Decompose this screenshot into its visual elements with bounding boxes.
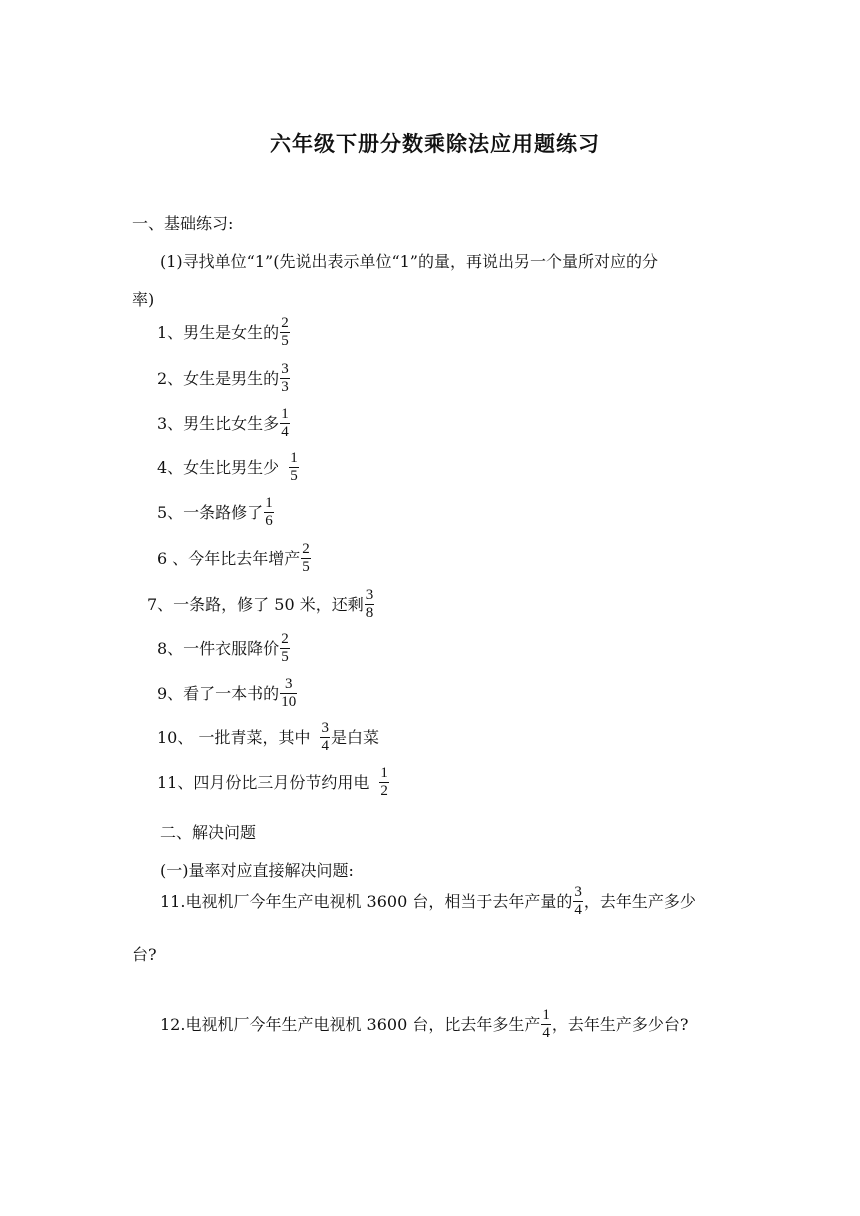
- list-item: [157, 361, 291, 396]
- item-text: 8、一件衣服降价: [157, 638, 280, 658]
- question-text: 11.电视机厂今年生产电视机 3600 台，相当于去年产量的: [160, 891, 573, 911]
- fraction: [541, 1007, 551, 1042]
- fraction-denominator: 4: [321, 738, 329, 754]
- fraction-denominator: 3: [281, 379, 289, 395]
- fraction-numerator: 3: [281, 361, 289, 377]
- list-item: [157, 450, 300, 485]
- item-text: 9、看了一本书的: [157, 683, 280, 703]
- fraction: [280, 676, 297, 711]
- fraction: [301, 541, 311, 576]
- instruction-line-1: (1)寻找单位“1”(先说出表示单位“1”的量，再说出另一个量所对应的分: [160, 252, 658, 271]
- fraction-numerator: 3: [321, 720, 329, 736]
- item-text: 10、 一批青菜，其中: [157, 727, 311, 747]
- fraction-denominator: 6: [265, 513, 273, 529]
- question-text-after: ，去年生产多少台?: [551, 1014, 689, 1034]
- fraction: [264, 495, 274, 530]
- item-text: 3、男生比女生多: [157, 413, 280, 433]
- fraction-denominator: 5: [281, 649, 289, 665]
- fraction-denominator: 8: [365, 605, 374, 621]
- item-text: 7、一条路，修了 50 米，还剩: [147, 594, 364, 614]
- fraction: [280, 315, 290, 350]
- item-text: 5、一条路修了: [157, 502, 264, 522]
- fraction-numerator: 1: [281, 406, 289, 422]
- fraction-numerator: 1: [542, 1007, 550, 1023]
- item-text: 2、女生是男生的: [157, 368, 280, 388]
- section1-heading: 一、基础练习:: [132, 214, 234, 233]
- list-item: [157, 765, 390, 800]
- question-12: [160, 1007, 688, 1042]
- list-item: [157, 406, 291, 441]
- fraction-denominator: 5: [302, 559, 310, 575]
- fraction-denominator: 4: [281, 424, 289, 440]
- fraction-numerator: 3: [574, 884, 582, 900]
- question-11: [160, 884, 696, 919]
- fraction-numerator: 2: [302, 541, 310, 557]
- fraction-numerator: 3: [284, 676, 293, 692]
- list-item: [157, 631, 291, 666]
- section2-heading: 二、解决问题: [160, 823, 257, 842]
- fraction: [289, 450, 299, 485]
- list-item: [157, 541, 312, 576]
- item-text: 4、女生比男生少: [157, 457, 280, 477]
- fraction-denominator: 5: [281, 333, 289, 349]
- section2-subheading: (一)量率对应直接解决问题:: [160, 861, 354, 880]
- fraction-numerator: 2: [281, 315, 289, 331]
- list-item: [157, 315, 291, 350]
- fraction-denominator: 2: [380, 783, 388, 799]
- fraction: [573, 884, 583, 919]
- list-item: [157, 495, 275, 530]
- item-text: 6 、今年比去年增产: [157, 548, 301, 568]
- question-11-continuation: 台?: [132, 945, 157, 964]
- list-item: [157, 720, 379, 755]
- item-text-after: 是白菜: [330, 727, 379, 747]
- list-item: [147, 587, 375, 622]
- fraction-numerator: 1: [290, 450, 298, 466]
- fraction-denominator: 10: [281, 694, 297, 710]
- fraction: [280, 361, 290, 396]
- page-title: 六年级下册分数乘除法应用题练习: [270, 131, 600, 156]
- item-text: 11、四月份比三月份节约用电: [157, 772, 370, 792]
- fraction: [379, 765, 389, 800]
- fraction-numerator: 1: [380, 765, 388, 781]
- fraction-denominator: 5: [290, 468, 298, 484]
- fraction-denominator: 4: [542, 1025, 550, 1041]
- fraction: [280, 631, 290, 666]
- question-text-after: ，去年生产多少: [583, 891, 696, 911]
- fraction: [320, 720, 330, 755]
- fraction-numerator: 2: [281, 631, 289, 647]
- question-text: 12.电视机厂今年生产电视机 3600 台，比去年多生产: [160, 1014, 541, 1034]
- item-text: 1、男生是女生的: [157, 322, 280, 342]
- fraction-numerator: 3: [365, 587, 374, 603]
- fraction: [365, 587, 375, 622]
- fraction: [280, 406, 290, 441]
- instruction-line-2: 率): [132, 290, 155, 309]
- fraction-denominator: 4: [574, 902, 582, 918]
- fraction-numerator: 1: [265, 495, 273, 511]
- list-item: [157, 676, 298, 711]
